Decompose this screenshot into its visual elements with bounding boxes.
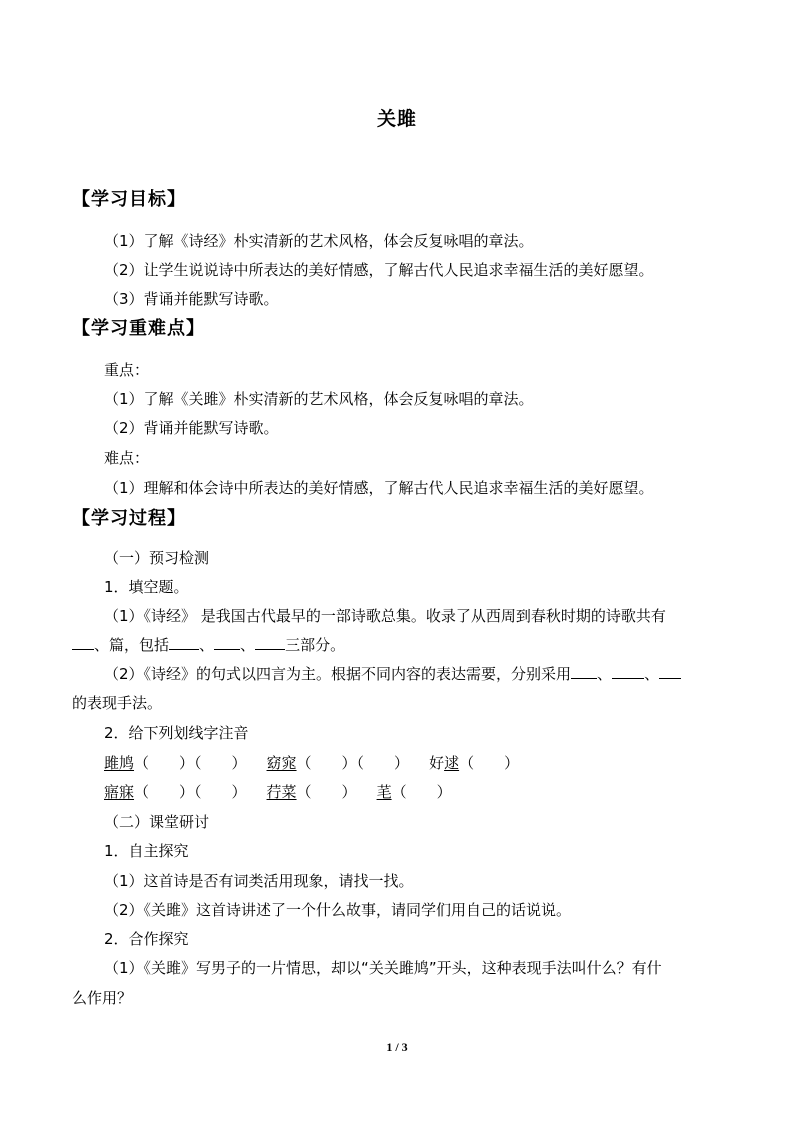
pinyin-row — [104, 753, 519, 773]
goal-item: （2）让学生说说诗中所表达的美好情感，了解古代人民追求幸福生活的美好愿望。 — [104, 261, 654, 279]
answer-blank[interactable] — [255, 635, 285, 650]
pinyin-item: 雎鸠（ ）（ ） — [104, 754, 247, 772]
q1-2-continued: 的表现手法。 — [72, 694, 163, 712]
pinyin-item: 荇菜（ ） — [266, 783, 357, 801]
s1-title: 1．自主探究 — [104, 842, 189, 860]
part1-title: （一）预习检测 — [104, 549, 210, 567]
part2-title: （二）课堂研讨 — [104, 813, 210, 831]
key-label: 重点： — [104, 361, 150, 379]
section-heading-key-points: 【学习重难点】 — [72, 318, 205, 339]
answer-blank[interactable] — [169, 635, 199, 650]
key-item: （2）背诵并能默写诗歌。 — [104, 419, 279, 437]
difficult-item: （1）理解和体会诗中所表达的美好情感，了解古代人民追求幸福生活的美好愿望。 — [104, 479, 654, 497]
section-heading-process: 【学习过程】 — [72, 508, 186, 529]
answer-blank[interactable] — [659, 664, 681, 679]
pinyin-item: 寤寐（ ）（ ） — [104, 783, 247, 801]
answer-blank[interactable] — [612, 664, 644, 679]
answer-blank[interactable] — [72, 635, 94, 650]
section-heading-goals: 【学习目标】 — [72, 189, 186, 210]
pinyin-item: 芼（ ） — [376, 783, 452, 801]
s2-item-continued: 么作用？ — [72, 989, 133, 1007]
page-number: 1 / 3 — [386, 1040, 408, 1054]
answer-blank[interactable] — [214, 635, 240, 650]
pinyin-item: 好逑（ ） — [429, 754, 520, 772]
goal-item: （1）了解《诗经》朴实清新的艺术风格，体会反复咏唱的章法。 — [104, 232, 534, 250]
goal-item: （3）背诵并能默写诗歌。 — [104, 290, 279, 308]
page-title: 关雎 — [376, 108, 417, 130]
pinyin-item: 窈窕（ ）（ ） — [266, 754, 410, 772]
q2-title: 2．给下列划线字注音 — [104, 724, 249, 742]
pinyin-row — [104, 782, 452, 802]
s1-item: （2）《关雎》这首诗讲述了一个什么故事，请同学们用自己的话说说。 — [104, 901, 572, 919]
answer-blank[interactable] — [571, 664, 597, 679]
s2-item: （1）《关雎》写男子的一片情思，却以“关关雎鸠”开头，这种表现手法叫什么？有什 — [104, 959, 662, 977]
q1-2-text: （2）《诗经》的句式以四言为主。根据不同内容的表达需要，分别采用 、 、 — [104, 664, 681, 684]
q1-title: 1．填空题。 — [104, 578, 189, 596]
s1-item: （1）这首诗是否有词类活用现象，请找一找。 — [104, 872, 414, 890]
key-item: （1）了解《关雎》朴实清新的艺术风格，体会反复咏唱的章法。 — [104, 390, 534, 408]
q1-1-text: （1）《诗经》 是我国古代最早的一部诗歌总集。收录了从西周到春秋时期的诗歌共有 — [104, 607, 666, 625]
difficult-label: 难点： — [104, 449, 150, 467]
q1-1-continued: 、篇，包括 、 、 三部分。 — [72, 635, 345, 655]
s2-title: 2．合作探究 — [104, 930, 189, 948]
